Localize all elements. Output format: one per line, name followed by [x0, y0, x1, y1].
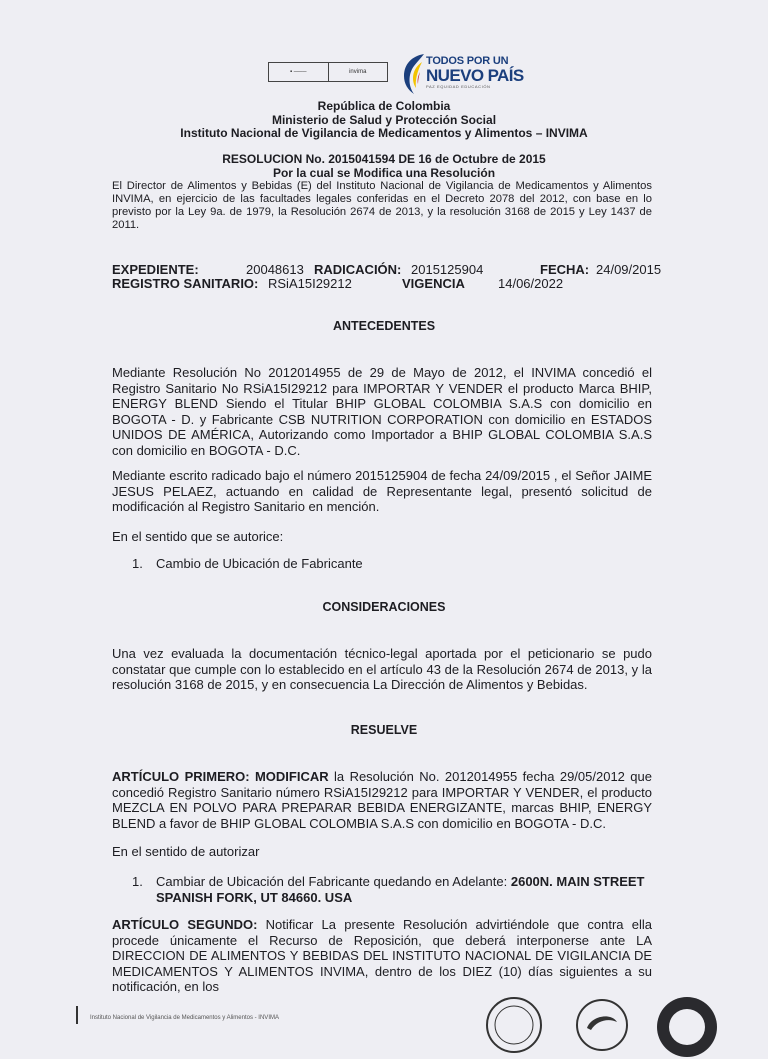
- radicacion-value: 2015125904: [411, 262, 484, 277]
- nuevo-pais-logo-text: [426, 56, 524, 89]
- resolution-title: RESOLUCION No. 2015041594 DE 16 de Octubre de 2015: [222, 152, 546, 166]
- expediente-label: EXPEDIENTE:: [112, 262, 199, 277]
- list-item-text: Cambiar de Ubicación del Fabricante quedando en Adelante: [156, 874, 504, 889]
- manufacturer-address-line-2: SPANISH FORK, UT 84660. USA: [156, 889, 353, 905]
- articulo-primero-text: la Resolución No. 2012014955 fecha 29/05/2012 que concedió Registro Sanitario número RSiA15I29212 para IMPORTAR Y VENDER, el producto MEZCLA EN POLVO PARA PREPARAR BEBIDA ENERGIZANTE, marcas BHIP, ENERGY BLEND a favor de BHIP GLOBAL COLOMBIA S.A.S con domicilio en BOGOTA - D.C.: [112, 769, 652, 831]
- registro-sanitario-value: RSiA15I29212: [268, 276, 352, 291]
- resuelve-list-item: 1. Cambiar de Ubicación del Fabricante quedando en Adelante: 2600N. MAIN STREET SPANISH FORK, UT 84660. USA: [132, 874, 645, 905]
- registro-sanitario-label: REGISTRO SANITARIO:: [112, 276, 259, 291]
- articulo-segundo-text: Notificar La presente Resolución advirtiéndole que contra ella procede únicamente el Recurso de Reposición, que deberá interponerse ante LA DIRECCION DE ALIMENTOS Y BEBIDAS DEL INSTITUTO NACIONAL DE VIGILANCIA DE MEDICAMENTOS Y ALIMENTOS INVIMA, dentro de los DIEZ (10) días siguientes a su notificación, en los: [112, 917, 652, 994]
- resolution-subtitle: Por la cual se Modifica una Resolución: [272, 166, 496, 180]
- antecedentes-list-item: [132, 556, 363, 572]
- fecha-value: 24/09/2015: [596, 262, 662, 277]
- articulo-segundo-paragraph: [112, 917, 652, 995]
- antecedentes-heading: ANTECEDENTES: [332, 319, 436, 333]
- vigencia-label: VIGENCIA: [402, 276, 465, 291]
- quality-seal-icon: [575, 998, 629, 1052]
- resuelve-heading: RESUELVE: [350, 723, 418, 737]
- list-item-text: Cambio de Ubicación de Fabricante: [156, 556, 363, 571]
- list-item-number: 1.: [132, 874, 143, 889]
- logo-line-3: PAZ EQUIDAD EDUCACIÓN: [426, 84, 491, 89]
- consideraciones-heading: CONSIDERACIONES: [322, 600, 446, 614]
- record-fields: [112, 262, 672, 294]
- logo-line-2: NUEVO PAÍS: [426, 66, 524, 85]
- header-ministry: Ministerio de Salud y Protección Social: [271, 113, 497, 127]
- fecha-label: FECHA:: [540, 262, 590, 277]
- articulo-primero-label: ARTÍCULO PRIMERO: MODIFICAR: [112, 769, 329, 784]
- antecedentes-paragraph-1: Mediante Resolución No 2012014955 de 29 de Mayo de 2012, el INVIMA concedió el Registro Sanitario No RSiA15I29212 para IMPORTAR Y VENDER el producto Marca BHIP, ENERGY BLEND Siendo el Titular BHIP GLOBAL COLOMBIA S.A.S con domicilio en BOGOTA - D. y Fabricante CSB NUTRITION CORPORATION con domicilio en ESTADOS UNIDOS DE AMÉRICA, Autorizando como Importador a BHIP GLOBAL COLOMBIA S.A.S con domicilio en BOGOTA - D.C.: [112, 365, 652, 458]
- articulo-segundo-label: ARTÍCULO SEGUNDO:: [112, 917, 258, 932]
- footer-institute-text: Instituto Nacional de Vigilancia de Medicamentos y Alimentos - INVIMA: [90, 1015, 279, 1021]
- expediente-value: 20048613: [246, 262, 304, 277]
- list-item-number: 1.: [132, 556, 143, 571]
- accreditation-seal-icon: [655, 995, 719, 1059]
- intro-paragraph: El Director de Alimentos y Bebidas (E) del Instituto Nacional de Vigilancia de Medicamentos y Alimentos INVIMA, en ejercicio de las facultades legales conferidas en el Decreto 2078 del 2012, con base en lo previsto por la Ley 9a. de 1979, la Resolución 2674 de 2013, y la resolución 3168 de 2015 y Ley 1437 de 2011.: [112, 180, 652, 231]
- manufacturer-address-line-1: 2600N. MAIN STREET: [510, 874, 645, 889]
- antecedentes-paragraph-3: En el sentido que se autorice:: [112, 529, 284, 544]
- header-reference-box: [268, 62, 388, 82]
- vigencia-value: 14/06/2022: [498, 276, 564, 291]
- nuevo-pais-logo-icon: [398, 52, 428, 96]
- header-republic: República de Colombia: [317, 99, 451, 113]
- radicacion-label: RADICACIÓN:: [314, 262, 402, 277]
- reference-box-left: ▪ ───: [289, 69, 307, 75]
- antecedentes-paragraph-2: Mediante escrito radicado bajo el número 2015125904 de fecha 24/09/2015 , el Señor JAIME JESUS PELAEZ, actuando en calidad de Representante legal, presentó solicitud de modificación al Registro Sanitario en mención.: [112, 468, 652, 514]
- consideraciones-paragraph: Una vez evaluada la documentación técnico-legal aportada por el peticionario se pudo constatar que cumple con lo establecido en el artículo 43 de la Resolución 2674 de 2013, y la resolución 3168 de 2015, y en consecuencia La Dirección de Alimentos y Bebidas.: [112, 646, 652, 692]
- reference-box-right: invima: [328, 63, 388, 81]
- header-institute: Instituto Nacional de Vigilancia de Medicamentos y Alimentos – INVIMA: [180, 126, 588, 140]
- articulo-primero-paragraph: [112, 769, 652, 831]
- resuelve-paragraph-2: En el sentido de autorizar: [112, 844, 260, 859]
- footer-divider: [76, 1006, 78, 1024]
- logo-line-1: TODOS POR UN: [426, 55, 509, 67]
- certification-seal-icon: [484, 995, 544, 1055]
